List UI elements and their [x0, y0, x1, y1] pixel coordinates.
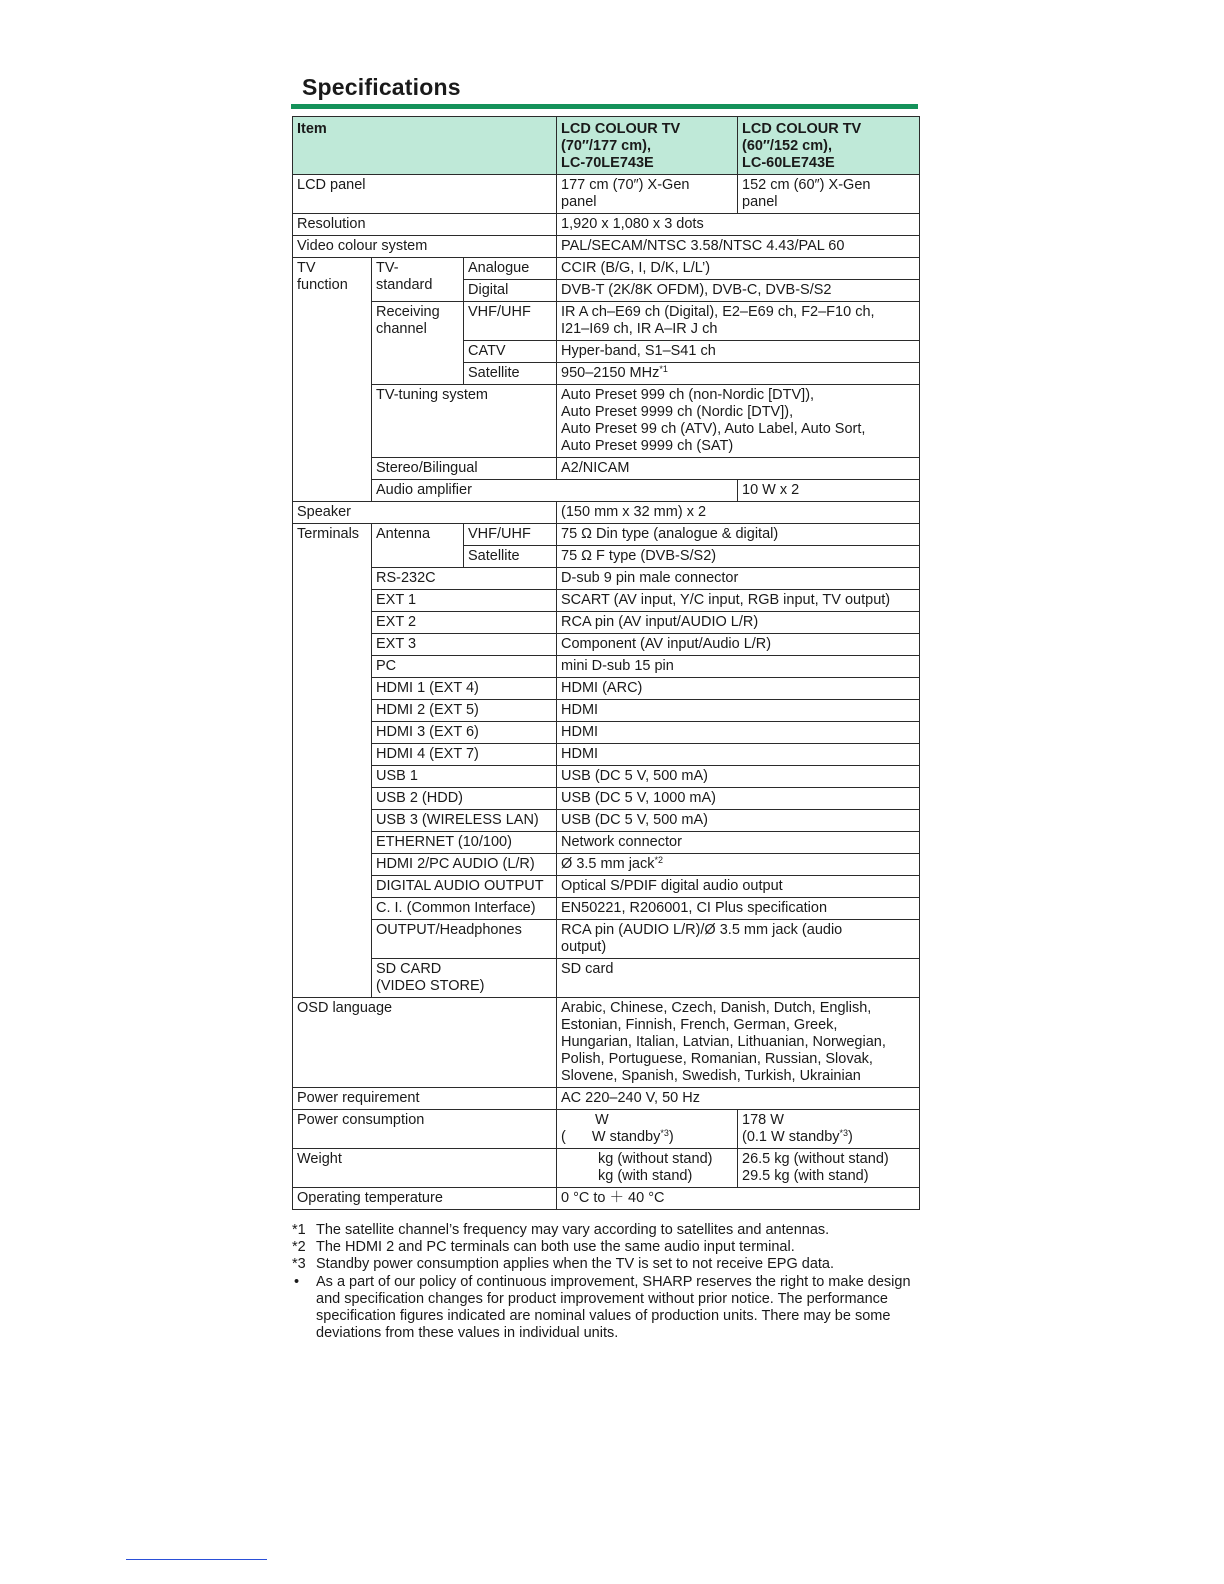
table-row: [293, 744, 920, 766]
row-value: Auto Preset 999 ch (non-Nordic [DTV]), Auto Preset 9999 ch (Nordic [DTV]), Auto Preset 99 ch (ATV), Auto Label, Auto Sort, Auto Preset 9999 ch (SAT): [557, 385, 920, 458]
row-label: C. I. (Common Interface): [372, 898, 557, 920]
row-label: Weight: [293, 1149, 557, 1188]
row-label: EXT 1: [372, 590, 557, 612]
table-row: [293, 480, 920, 502]
table-row: [293, 524, 920, 546]
row-label: SD CARD (VIDEO STORE): [372, 959, 557, 998]
header-item: Item: [293, 117, 557, 175]
table-row: [293, 1088, 920, 1110]
row-label: OSD language: [293, 998, 557, 1088]
header-model-60: LCD COLOUR TV (60″/152 cm), LC-60LE743E: [738, 117, 920, 175]
row-label: DIGITAL AUDIO OUTPUT: [372, 876, 557, 898]
table-row: [293, 590, 920, 612]
table-row: [293, 502, 920, 524]
row-label: Satellite: [464, 363, 557, 385]
row-value: A2/NICAM: [557, 458, 920, 480]
table-row: [293, 788, 920, 810]
footnotes: [292, 1222, 922, 1342]
title-underline: [291, 104, 918, 109]
row-value: SCART (AV input, Y/C input, RGB input, TV output): [557, 590, 920, 612]
row-label: CATV: [464, 341, 557, 363]
table-row: [293, 1149, 920, 1188]
row-label: HDMI 3 (EXT 6): [372, 722, 557, 744]
row-label: EXT 3: [372, 634, 557, 656]
row-value: mini D-sub 15 pin: [557, 656, 920, 678]
row-value: CCIR (B/G, I, D/K, L/L’): [557, 258, 920, 280]
footnote: *1 The satellite channel’s frequency may vary according to satellites and antennas.: [292, 1222, 830, 1238]
row-label: Analogue: [464, 258, 557, 280]
footnote-ref: *2: [654, 855, 663, 865]
terminals-continued: [293, 876, 372, 998]
row-value: 10 W x 2: [738, 480, 920, 502]
table-row: [293, 854, 920, 876]
row-label: Stereo/Bilingual: [372, 458, 557, 480]
table-row: [293, 1110, 920, 1149]
row-value-70: kg (without stand) kg (with stand): [557, 1149, 738, 1188]
footnote-mark: *3: [292, 1256, 306, 1273]
antenna-label: Antenna: [372, 524, 464, 568]
row-label: LCD panel: [293, 175, 557, 214]
table-row: [293, 898, 920, 920]
row-label: Speaker: [293, 502, 557, 524]
row-value: RCA pin (AUDIO L/R)/Ø 3.5 mm jack (audio output): [557, 920, 920, 959]
row-value: PAL/SECAM/NTSC 3.58/NTSC 4.43/PAL 60: [557, 236, 920, 258]
row-value: USB (DC 5 V, 500 mA): [557, 810, 920, 832]
footnote: *3 Standby power consumption applies when the TV is set to not receive EPG data.: [292, 1256, 834, 1273]
row-value: 75 Ω F type (DVB-S/S2): [557, 546, 920, 568]
row-label: PC: [372, 656, 557, 678]
row-label: ETHERNET (10/100): [372, 832, 557, 854]
row-label: USB 2 (HDD): [372, 788, 557, 810]
specifications-table: [292, 116, 920, 1210]
row-value-60: 152 cm (60″) X-Gen panel: [738, 175, 920, 214]
row-label: USB 1: [372, 766, 557, 788]
row-label: Power consumption: [293, 1110, 557, 1149]
row-value: Optical S/PDIF digital audio output: [557, 876, 920, 898]
row-value: Network connector: [557, 832, 920, 854]
tv-function-label: TV function: [293, 258, 372, 502]
table-row: [293, 236, 920, 258]
row-value-60: 26.5 kg (without stand) 29.5 kg (with stand): [738, 1149, 920, 1188]
footer-link-line[interactable]: [126, 1559, 267, 1560]
row-label: HDMI 2/PC AUDIO (L/R): [372, 854, 557, 876]
row-label: HDMI 2 (EXT 5): [372, 700, 557, 722]
tv-standard-label: TV- standard: [372, 258, 464, 302]
table-row: [293, 920, 920, 959]
footnote-mark: •: [294, 1273, 300, 1290]
row-label: Operating temperature: [293, 1188, 557, 1210]
row-value: Hyper-band, S1–S41 ch: [557, 341, 920, 363]
table-row: [293, 258, 920, 280]
table-row: [293, 959, 920, 998]
row-value: DVB-T (2K/8K OFDM), DVB-C, DVB-S/S2: [557, 280, 920, 302]
page-title: Specifications: [302, 74, 461, 100]
row-value: Component (AV input/Audio L/R): [557, 634, 920, 656]
row-value: HDMI (ARC): [557, 678, 920, 700]
row-value: IR A ch–E69 ch (Digital), E2–E69 ch, F2–F10 ch, I21–I69 ch, IR A–IR J ch: [557, 302, 920, 341]
row-label: TV-tuning system: [372, 385, 557, 458]
terminals-label: Terminals: [293, 524, 372, 876]
row-label: Digital: [464, 280, 557, 302]
table-row: [293, 700, 920, 722]
table-row: [293, 722, 920, 744]
footnote: • As a part of our policy of continuous improvement, SHARP reserves the right to make design and specification changes for product improvement without prior notice. The performance specification figures indicated are nominal values of production units. There may be some deviations from these values in individual units.: [294, 1273, 911, 1342]
row-value: D-sub 9 pin male connector: [557, 568, 920, 590]
row-label: Satellite: [464, 546, 557, 568]
header-model-70: LCD COLOUR TV (70″/177 cm), LC-70LE743E: [557, 117, 738, 175]
table-row: [293, 175, 920, 214]
row-label: OUTPUT/Headphones: [372, 920, 557, 959]
table-row: [293, 568, 920, 590]
row-label: Video colour system: [293, 236, 557, 258]
row-value: SD card: [557, 959, 920, 998]
receiving-channel-label: Receiving channel: [372, 302, 464, 385]
row-value: USB (DC 5 V, 1000 mA): [557, 788, 920, 810]
table-row: [293, 678, 920, 700]
table-row: [293, 302, 920, 341]
footnote-mark: *1: [292, 1222, 306, 1238]
row-value-70: 177 cm (70″) X-Gen panel: [557, 175, 738, 214]
row-label: VHF/UHF: [464, 302, 557, 341]
row-value: 1,920 x 1,080 x 3 dots: [557, 214, 920, 236]
row-label: USB 3 (WIRELESS LAN): [372, 810, 557, 832]
row-value: AC 220–240 V, 50 Hz: [557, 1088, 920, 1110]
row-value: HDMI: [557, 722, 920, 744]
row-label: Resolution: [293, 214, 557, 236]
footnote-mark: *2: [292, 1239, 306, 1256]
footnote: *2 The HDMI 2 and PC terminals can both use the same audio input terminal.: [292, 1239, 795, 1256]
row-value: Arabic, Chinese, Czech, Danish, Dutch, English, Estonian, Finnish, French, German, Greek, Hungarian, Italian, Latvian, Lithuanian, Norwegian, Polish, Portuguese, Romanian, Russian, Slovak, Slovene, Spanish, Swedish, Turkish, Ukrainian: [557, 998, 920, 1088]
row-label: HDMI 1 (EXT 4): [372, 678, 557, 700]
table-row: [293, 810, 920, 832]
table-row: [293, 385, 920, 458]
row-value: 950–2150 MHz$^{*1}$: [557, 363, 920, 385]
row-value: EN50221, R206001, CI Plus specification: [557, 898, 920, 920]
table-row: [293, 998, 920, 1088]
row-value: (150 mm x 32 mm) x 2: [557, 502, 920, 524]
row-value: HDMI: [557, 700, 920, 722]
row-value: 75 Ω Din type (analogue & digital): [557, 524, 920, 546]
row-value: HDMI: [557, 744, 920, 766]
row-value: RCA pin (AV input/AUDIO L/R): [557, 612, 920, 634]
table-row: [293, 766, 920, 788]
row-label: Power requirement: [293, 1088, 557, 1110]
footnote-ref: *1: [659, 364, 668, 374]
row-value-70: W ( W standby$^{*3}$): [557, 1110, 738, 1149]
row-label: RS-232C: [372, 568, 557, 590]
table-row: [293, 214, 920, 236]
row-label: VHF/UHF: [464, 524, 557, 546]
row-value: USB (DC 5 V, 500 mA): [557, 766, 920, 788]
row-value-60: 178 W (0.1 W standby$^{*3}$): [738, 1110, 920, 1149]
table-row: [293, 634, 920, 656]
table-row: [293, 1188, 920, 1210]
row-value: Ø 3.5 mm jack$^{*2}$: [557, 854, 920, 876]
row-label: EXT 2: [372, 612, 557, 634]
row-label: Audio amplifier: [372, 480, 738, 502]
row-value: 0 °C to ＋ 40 °C: [557, 1188, 920, 1210]
table-row: [293, 832, 920, 854]
table-row: [293, 876, 920, 898]
table-row: [293, 612, 920, 634]
row-label: HDMI 4 (EXT 7): [372, 744, 557, 766]
table-row: [293, 458, 920, 480]
table-row: [293, 656, 920, 678]
header-row: [293, 117, 920, 175]
